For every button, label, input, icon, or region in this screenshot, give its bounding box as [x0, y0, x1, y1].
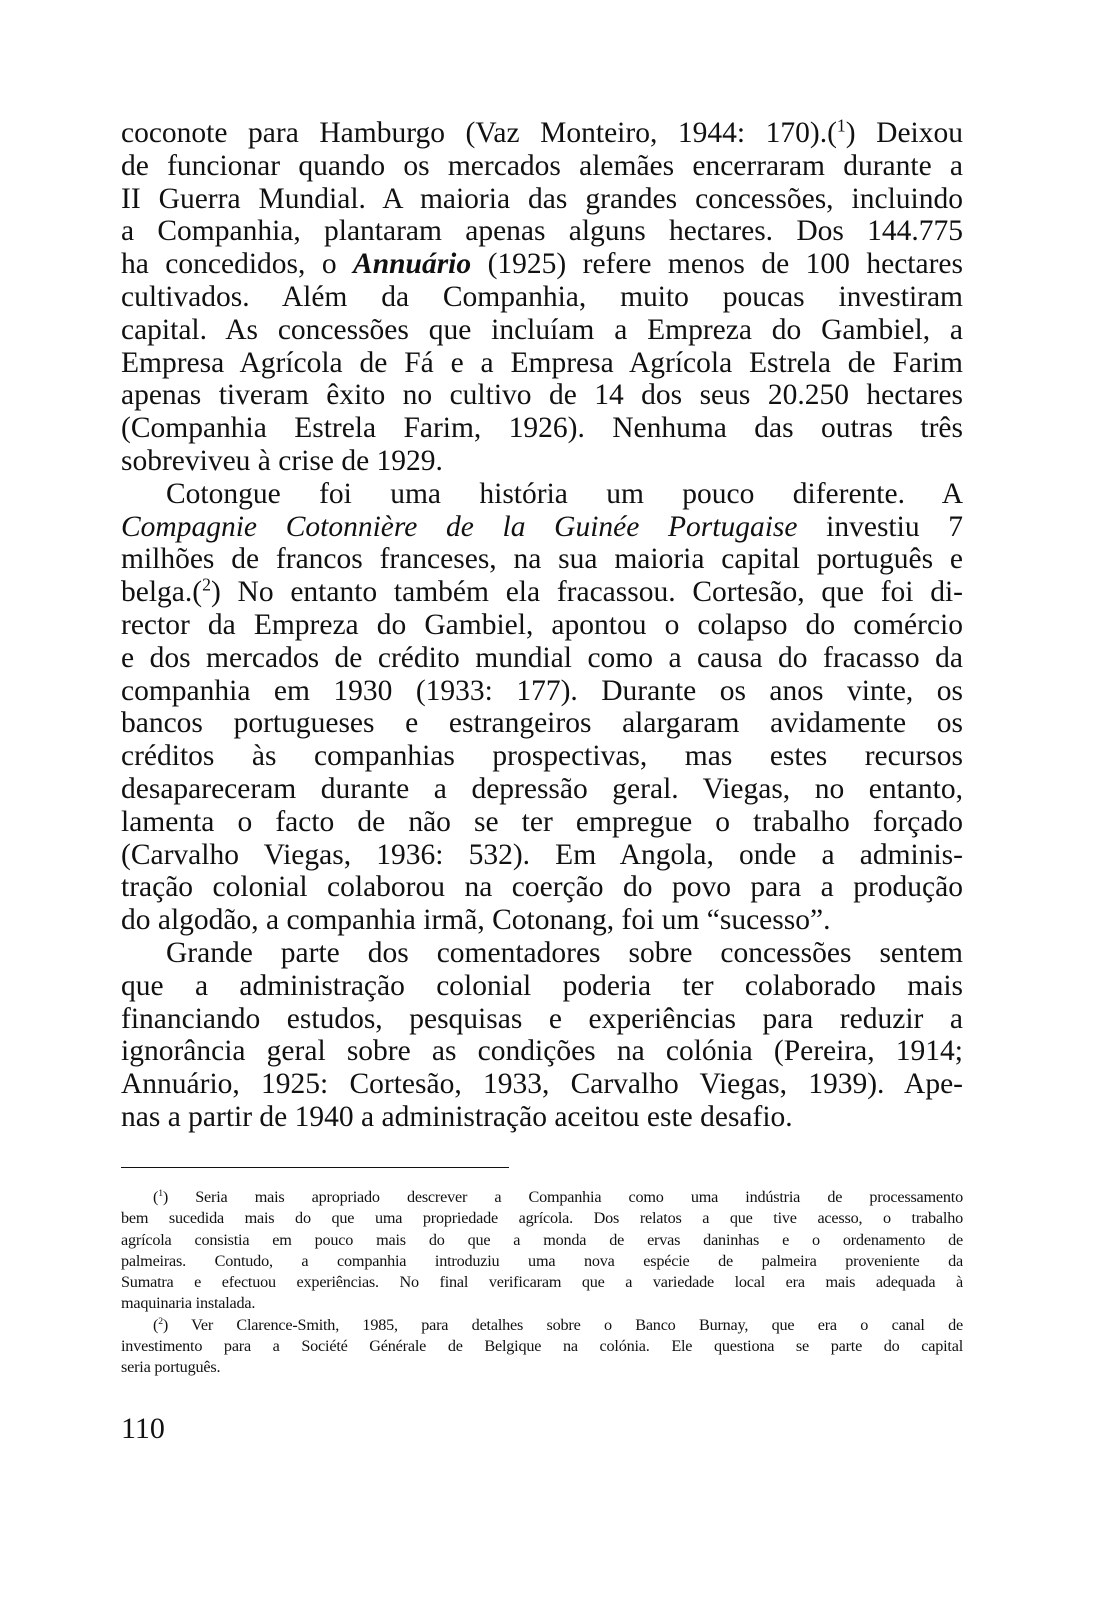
text-line: [121, 1251, 963, 1272]
paragraph: [121, 478, 963, 937]
text-line: [121, 576, 963, 609]
text-run: palmeiras. Contudo, a companhia introduziu uma nova espécie de palmeira proveniente da: [121, 1251, 963, 1270]
text-line: [121, 740, 963, 773]
text-run: apenas tiveram êxito no cultivo de 14 dos seus 20.250 hectares: [121, 379, 963, 412]
footnote-marker: 1: [836, 115, 846, 136]
text-line: [121, 150, 963, 183]
text-line: [121, 839, 963, 872]
text-run: de funcionar quando os mercados alemães encerraram durante a: [121, 149, 963, 182]
text-line: [121, 511, 963, 544]
text-line: [121, 806, 963, 839]
text-run: investiu 7: [797, 510, 963, 543]
emphasized-text: Compagnie Cotonnière de la Guinée Portugaise: [121, 510, 798, 543]
text-line: [121, 248, 963, 281]
text-run: ignorância geral sobre as condições na colónia (Pereira, 1914;: [121, 1035, 963, 1068]
text-run: (: [153, 1315, 159, 1334]
text-run: cultivados. Além da Companhia, muito poucas investiram: [121, 280, 963, 313]
text-run: ) Deixou: [845, 117, 963, 149]
text-run: ha concedidos, o: [121, 248, 354, 281]
text-run: Empresa Agrícola de Fá e a Empresa Agrícola Estrela de Farim: [121, 346, 963, 379]
text-line: [121, 1272, 963, 1293]
text-line: [121, 281, 963, 314]
text-run: belga.(: [121, 576, 203, 609]
footnote: [121, 1187, 963, 1315]
text-line: [121, 1230, 963, 1251]
text-run: (Carvalho Viegas, 1936: 532). Em Angola, onde a adminis-: [121, 838, 963, 871]
text-run: financiando estudos, pesquisas e experiências para reduzir a: [121, 1002, 963, 1035]
text-line: [121, 1208, 963, 1229]
text-run: tração colonial colaborou na coerção do povo para a produção: [121, 871, 963, 904]
text-run: do algodão, a companhia irmã, Cotonang, foi um “sucesso”.: [121, 904, 831, 937]
text-run: (: [153, 1188, 159, 1206]
text-run: Sumatra e efectuou experiências. No final verificaram que a variedade local era mais adequada à: [121, 1273, 963, 1292]
text-line: [121, 412, 963, 445]
text-run: investimento para a Société Générale de Belgique na colónia. Ele questiona se parte do capital: [121, 1337, 963, 1356]
text-run: II Guerra Mundial. A maioria das grandes concessões, incluindo: [121, 182, 963, 215]
footnote-divider: [121, 1167, 509, 1168]
text-line: [121, 314, 963, 347]
text-run: ) Seria mais apropriado descrever a Companhia como uma indústria de processamento: [162, 1188, 963, 1206]
text-line: [121, 183, 963, 216]
text-run: sobreviveu à crise de 1929.: [121, 444, 443, 477]
text-run: milhões de francos franceses, na sua maioria capital português e: [121, 543, 963, 576]
text-line: [121, 707, 963, 740]
text-run: lamenta o facto de não se ter empregue o trabalho forçado: [121, 805, 963, 838]
text-run: que a administração colonial poderia ter colaborado mais: [121, 969, 963, 1002]
footnote-marker: 2: [202, 574, 211, 595]
text-line: [121, 1187, 963, 1208]
text-line: [121, 117, 963, 150]
text-line: [121, 937, 963, 970]
text-line: [121, 904, 963, 937]
text-run: companhia em 1930 (1933: 177). Durante os anos vinte, os: [121, 674, 963, 707]
text-run: Annuário, 1925: Cortesão, 1933, Carvalho Viegas, 1939). Ape-: [121, 1068, 963, 1101]
text-line: [121, 1293, 963, 1314]
footnote: [121, 1315, 963, 1379]
paragraph: [121, 937, 963, 1134]
text-line: [121, 1101, 963, 1134]
text-run: ) Ver Clarence-Smith, 1985, para detalhes sobre o Banco Burnay, que era o canal de: [162, 1315, 963, 1334]
text-run: seria português.: [121, 1358, 221, 1377]
text-line: [121, 1315, 963, 1336]
text-run: capital. As concessões que incluíam a Empreza do Gambiel, a: [121, 313, 963, 346]
text-line: [121, 347, 963, 380]
text-line: [121, 1336, 963, 1357]
text-run: Cotongue foi uma história um pouco diferente. A: [166, 477, 963, 510]
text-line: [121, 642, 963, 675]
text-line: [121, 445, 963, 478]
text-run: créditos às companhias prospectivas, mas estes recursos: [121, 740, 963, 773]
text-line: [121, 773, 963, 806]
text-line: [121, 871, 963, 904]
text-run: Grande parte dos comentadores sobre concessões sentem: [166, 936, 963, 969]
text-run: (Companhia Estrela Farim, 1926). Nenhuma das outras três: [121, 412, 963, 445]
text-line: [121, 1068, 963, 1101]
text-run: bancos portugueses e estrangeiros alargaram avidamente os: [121, 707, 963, 740]
text-line: [121, 478, 963, 511]
text-run: ) No entanto também ela fracassou. Cortesão, que foi di-: [210, 576, 963, 609]
text-line: [121, 609, 963, 642]
text-line: [121, 1357, 963, 1378]
footnote-marker: 2: [158, 1315, 163, 1327]
text-run: a Companhia, plantaram apenas alguns hectares. Dos 144.775: [121, 215, 963, 248]
text-run: desapareceram durante a depressão geral. Viegas, no entanto,: [121, 772, 963, 805]
paragraph: [121, 117, 963, 478]
body-text: [121, 117, 963, 1134]
text-run: e dos mercados de crédito mundial como a causa do fracasso da: [121, 641, 963, 674]
text-line: [121, 970, 963, 1003]
text-run: agrícola consistia em pouco mais do que a monda de ervas daninhas e o ordenamento de: [121, 1230, 963, 1249]
text-line: [121, 1035, 963, 1068]
text-line: [121, 379, 963, 412]
text-line: [121, 215, 963, 248]
emphasized-text: Annuário: [353, 248, 472, 281]
text-run: (1925) refere menos de 100 hectares: [471, 248, 963, 281]
footnotes: [121, 1187, 963, 1379]
text-run: coconote para Hamburgo (Vaz Monteiro, 1944: 170).(: [121, 117, 837, 149]
text-run: rector da Empreza do Gambiel, apontou o colapso do comércio: [121, 608, 963, 641]
text-line: [121, 675, 963, 708]
text-run: bem sucedida mais do que uma propriedade agrícola. Dos relatos a que tive acesso, o trabalho: [121, 1209, 963, 1228]
footnote-marker: 1: [158, 1188, 163, 1200]
text-line: [121, 543, 963, 576]
text-run: maquinaria instalada.: [121, 1294, 256, 1313]
page-number: 110: [121, 1412, 165, 1445]
text-line: [121, 1003, 963, 1036]
text-run: nas a partir de 1940 a administração aceitou este desafio.: [121, 1100, 793, 1133]
